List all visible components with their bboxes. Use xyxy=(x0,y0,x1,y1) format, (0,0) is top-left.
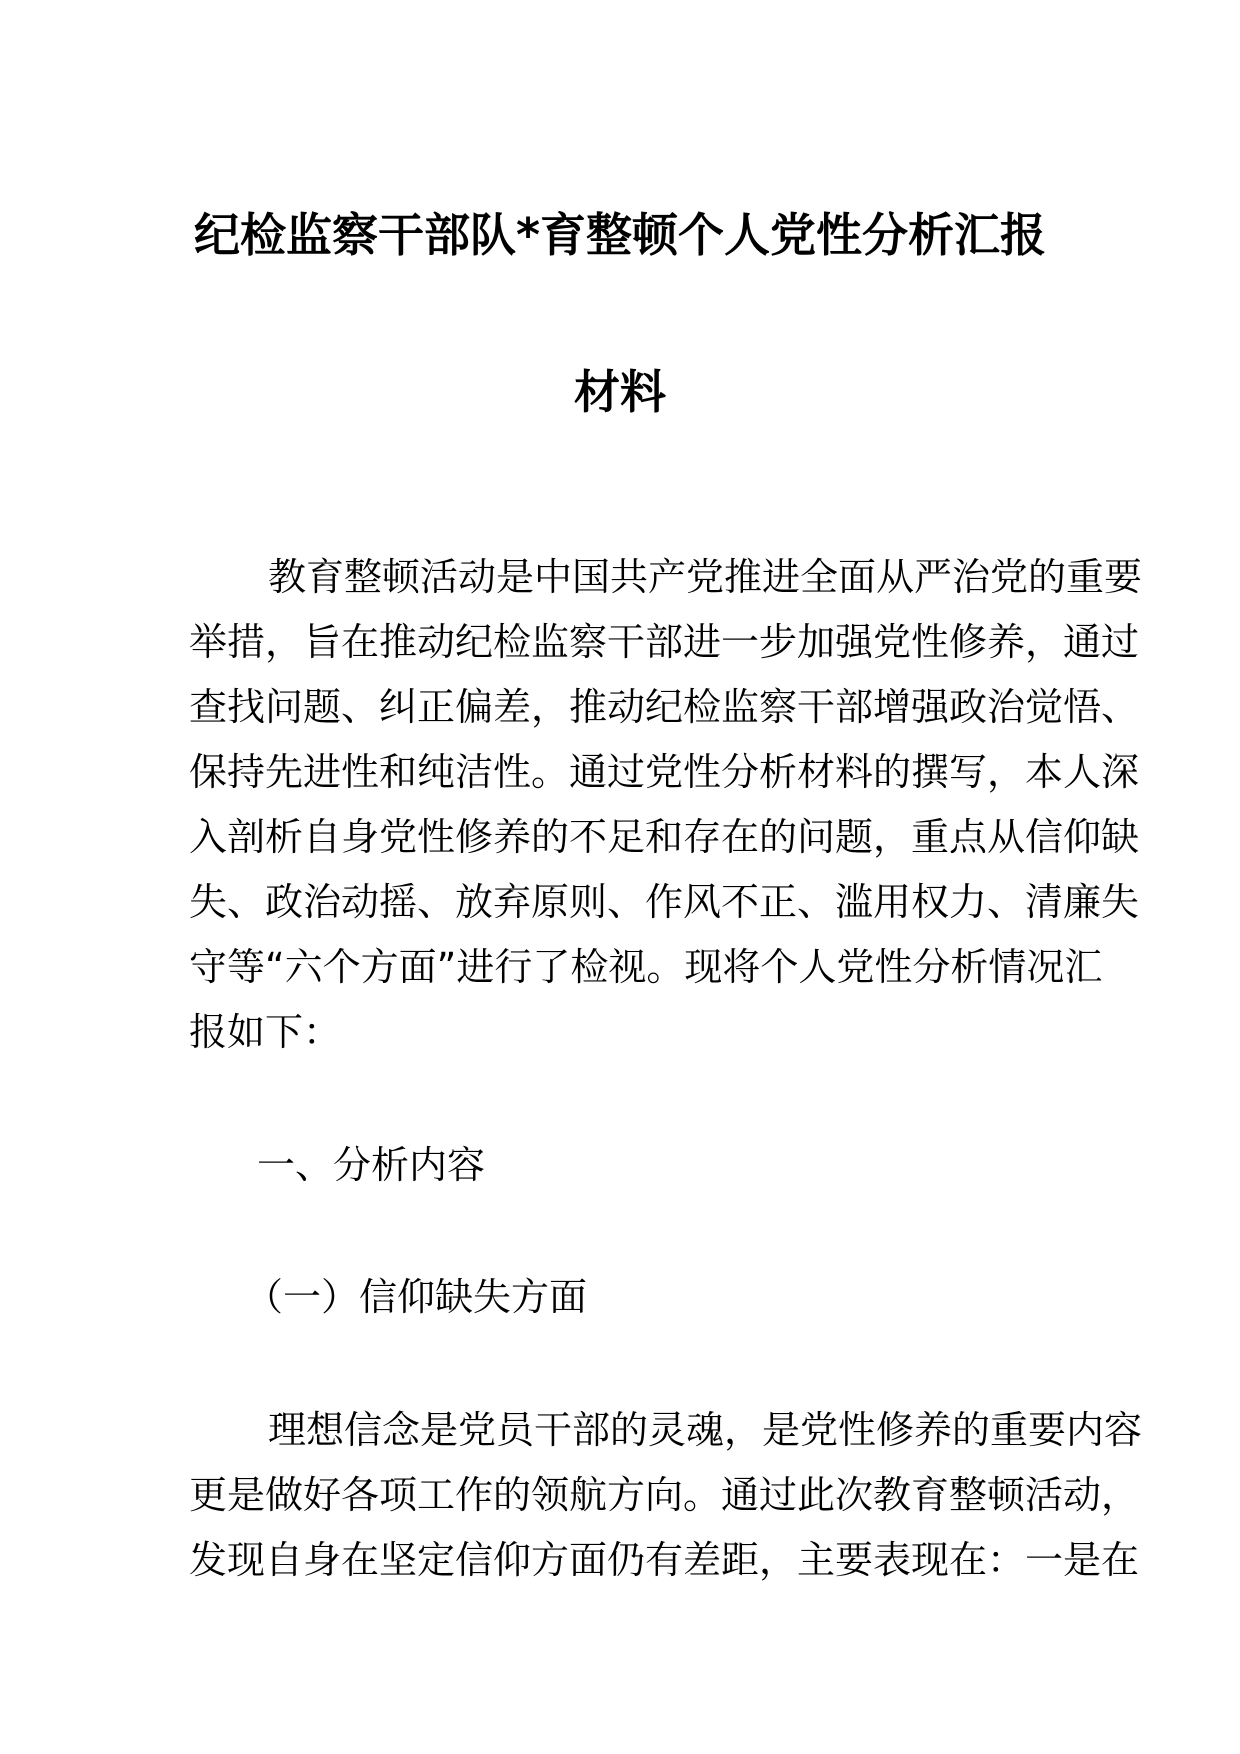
paragraph-line: 报如下： xyxy=(189,1010,342,1054)
paragraph-line: 理想信念是党员干部的灵魂，是党性修养的重要内容 xyxy=(268,1408,1143,1452)
section-heading: 一、分析内容 xyxy=(257,1143,486,1187)
paragraph-line: 保持先进性和纯洁性。通过党性分析材料的撰写，本人深 xyxy=(189,750,1140,794)
subsection-heading: （一）信仰缺失方面 xyxy=(245,1275,588,1319)
paragraph-line: 举措，旨在推动纪检监察干部进一步加强党性修养，通过 xyxy=(189,620,1140,664)
paragraph-line: 查找问题、纠正偏差，推动纪检监察干部增强政治觉悟、 xyxy=(189,685,1140,729)
paragraph-line: 教育整顿活动是中国共产党推进全面从严治党的重要 xyxy=(268,555,1143,599)
paragraph-line: 失、政治动摇、放弃原则、作风不正、滥用权力、清廉失 xyxy=(189,880,1140,924)
paragraph-line: 入剖析自身党性修养的不足和存在的问题，重点从信仰缺 xyxy=(189,815,1140,859)
document-title-line-2: 材料 xyxy=(574,365,666,419)
paragraph-line: 更是做好各项工作的领航方向。通过此次教育整顿活动， xyxy=(189,1473,1140,1517)
paragraph-line: 守等“六个方面”进行了检视。现将个人党性分析情况汇 xyxy=(189,945,1103,989)
paragraph-line: 发现自身在坚定信仰方面仍有差距，主要表现在：一是在 xyxy=(189,1538,1140,1582)
document-title-line-1: 纪检监察干部队*育整顿个人党性分析汇报 xyxy=(193,208,1047,262)
